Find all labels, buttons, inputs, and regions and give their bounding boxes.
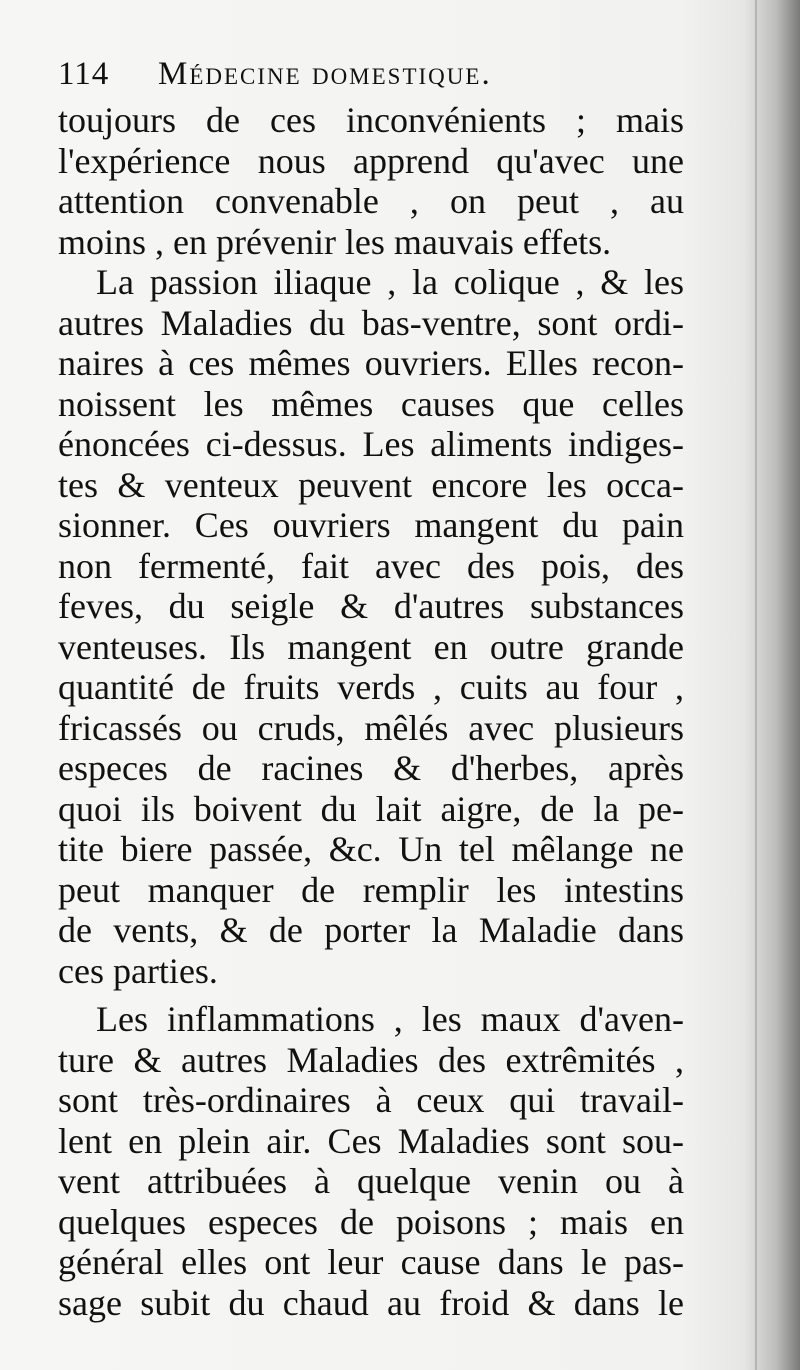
text-line: vent attribuées à quelque venin ou à (58, 1161, 684, 1201)
text-line: moins , en prévenir les mauvais effets. (58, 221, 612, 262)
text-line: sionner. Ces ouvriers mangent du pain (58, 505, 684, 545)
paragraph-1 (58, 100, 684, 262)
paragraph-spacing (58, 991, 684, 999)
text-line: Les inflammations , les maux d'aven- (96, 999, 684, 1039)
text-line: quantité de fruits verds , cuits au four , (58, 667, 684, 707)
text-line: de vents, & de porter la Maladie dans (58, 910, 684, 950)
text-line: quelques especes de poisons ; mais en (58, 1201, 684, 1242)
text-line: naires à ces mêmes ouvriers. Elles recon- (58, 343, 684, 383)
running-head (58, 48, 684, 100)
text-line: venteuses. Ils mangent en outre grande (58, 626, 684, 667)
page-number: 114 (58, 56, 110, 92)
text-line: especes de racines & d'herbes, après (58, 748, 684, 788)
text-line: tes & venteux peuvent encore les occa- (58, 464, 684, 505)
page-text (58, 48, 684, 1323)
text-line: l'expérience nous apprend qu'avec une (58, 140, 684, 181)
text-line: lent en plein air. Ces Maladies sont sou- (58, 1120, 684, 1161)
text-line: attention convenable , on peut , au (58, 181, 684, 221)
text-line: toujours de ces inconvénients ; mais (58, 100, 684, 140)
paragraph-2 (58, 262, 684, 991)
text-line: non fermenté, fait avec des pois, des (58, 545, 684, 586)
text-line: noissent les mêmes causes que celles (58, 383, 684, 424)
text-line: La passion iliaque , la colique , & les (96, 262, 684, 302)
text-line: ture & autres Maladies des extrêmités , (58, 1039, 684, 1080)
text-line: ces parties. (58, 950, 218, 991)
text-line: quoi ils boivent du lait aigre, de la pe- (58, 788, 684, 829)
text-line: autres Maladies du bas-ventre, sont ordi- (58, 302, 684, 343)
text-line: sont très-ordinaires à ceux qui travail- (58, 1080, 684, 1120)
page-edge-shadow (755, 0, 757, 1370)
text-line: tite biere passée, &c. Un tel mêlange ne (58, 829, 684, 869)
text-line: fricassés ou cruds, mêlés avec plusieurs (58, 707, 684, 748)
running-title: Médecine domestique. (158, 56, 492, 92)
text-line: sage subit du chaud au froid & dans le (58, 1282, 684, 1323)
text-line: feves, du seigle & d'autres substances (58, 586, 684, 626)
text-line: général elles ont leur cause dans le pas- (58, 1242, 684, 1282)
text-line: énoncées ci-dessus. Les aliments indiges- (58, 424, 684, 464)
paragraph-3 (58, 999, 684, 1323)
text-line: peut manquer de remplir les intestins (58, 869, 684, 910)
